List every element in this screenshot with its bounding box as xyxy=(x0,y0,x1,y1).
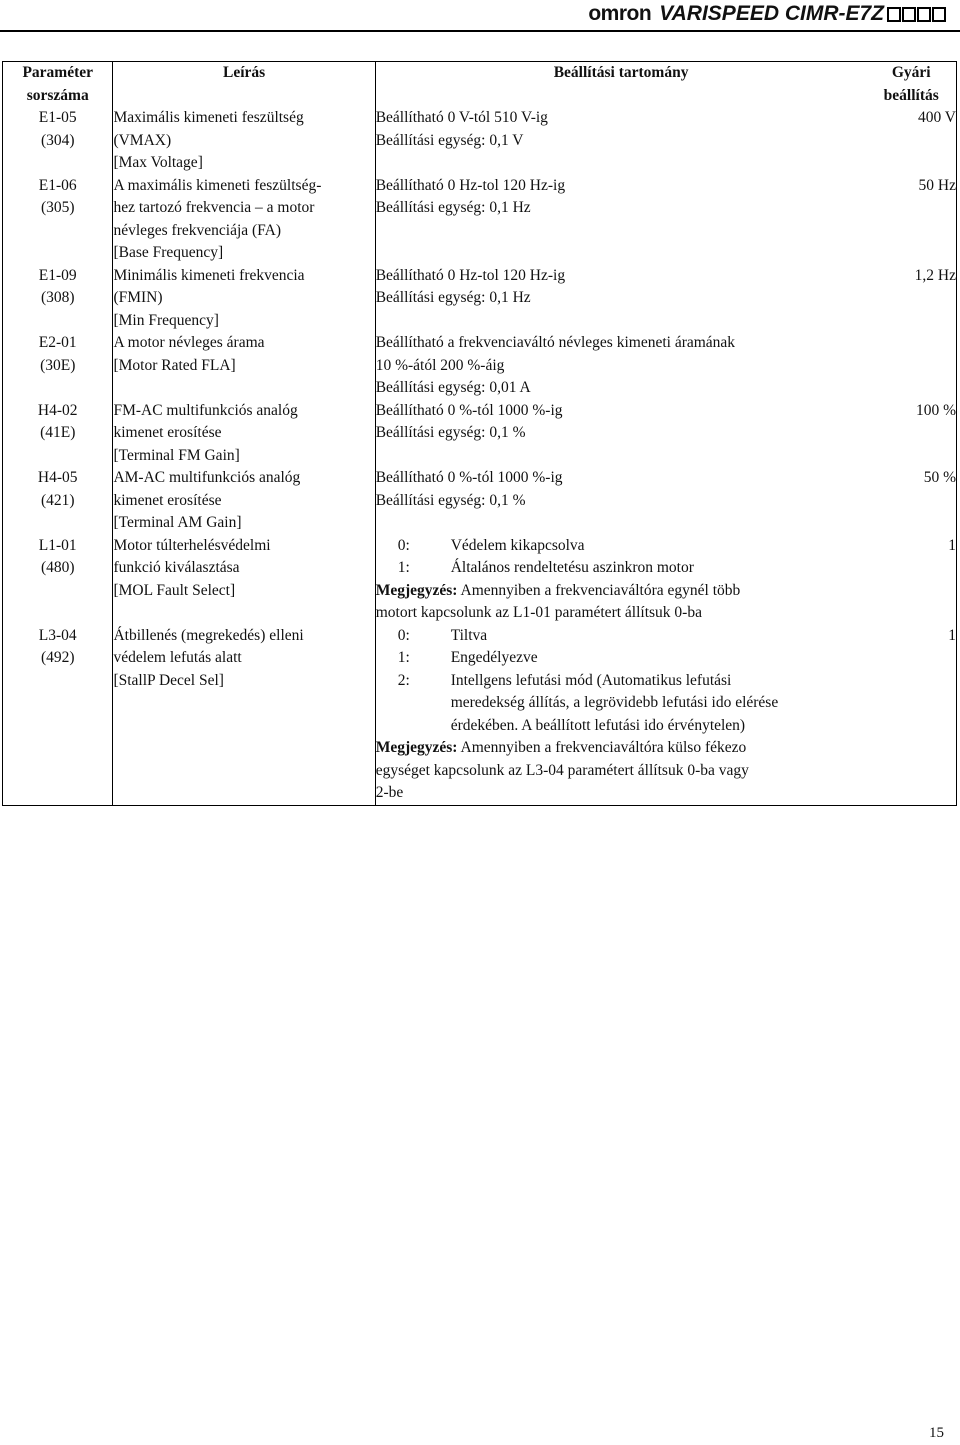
desc-line: [Base Frequency] xyxy=(113,244,224,261)
header-param-line: sorszáma xyxy=(26,86,89,104)
option-item xyxy=(376,670,867,738)
brand-lockup xyxy=(588,2,946,26)
default-cell: 1,2 Hz xyxy=(914,266,956,284)
desc-line: [Motor Rated FLA] xyxy=(113,356,236,374)
header-default-line: beállítás xyxy=(883,86,939,104)
header-default-line: Gyári xyxy=(891,64,931,81)
param-cell xyxy=(3,535,113,625)
range-line: Beállítható 0 V-tól 510 V-ig xyxy=(375,109,548,126)
parameter-table xyxy=(2,61,957,806)
param-id: L1-01 xyxy=(38,536,77,554)
option-key: 0: xyxy=(397,536,410,554)
placeholder-box xyxy=(902,7,916,22)
option-text xyxy=(451,670,867,738)
note-label: Megjegyzés: xyxy=(375,581,458,599)
param-code: (41E) xyxy=(40,424,76,441)
param-id: H4-05 xyxy=(37,469,78,486)
range-line: 10 %-ától 200 %-áig xyxy=(375,356,505,374)
desc-line: A motor névleges árama xyxy=(113,334,265,351)
range-cell xyxy=(375,265,866,333)
note-label: Megjegyzés: xyxy=(375,739,458,756)
desc-line: kimenet erosítése xyxy=(113,491,222,509)
header-param xyxy=(3,62,113,108)
desc-line: (FMIN) xyxy=(113,289,163,306)
option-text-line: Intellgens lefutási mód (Automatikus lefutási xyxy=(450,671,732,689)
table-row xyxy=(3,175,957,265)
placeholder-box xyxy=(932,7,946,22)
range-line: Beállítható a frekvenciaváltó névleges kimeneti áramának xyxy=(375,334,736,351)
note-line: egységet kapcsolunk az L3-04 paramétert állítsuk 0-ba vagy xyxy=(375,761,749,779)
option-key: 1: xyxy=(397,559,410,576)
option-item xyxy=(376,625,867,648)
range-cell xyxy=(375,107,866,175)
option-key: 1: xyxy=(397,649,410,666)
note-line: 2-be xyxy=(375,784,404,801)
param-id: E1-05 xyxy=(38,109,77,126)
range-line: Beállítási egység: 0,01 A xyxy=(375,379,531,396)
header-desc: Leírás xyxy=(113,62,375,108)
desc-line: [Terminal AM Gain] xyxy=(113,514,242,531)
desc-line: hez tartozó frekvencia – a motor xyxy=(113,199,315,216)
option-text-line: meredekség állítás, a legrövidebb lefutási ido elérése xyxy=(450,694,779,711)
desc-line: [MOL Fault Select] xyxy=(113,581,236,599)
desc-cell xyxy=(113,625,375,806)
desc-line: [StallP Decel Sel] xyxy=(113,671,224,689)
desc-line: névleges frekvenciája (FA) xyxy=(113,221,282,239)
desc-line: (VMAX) xyxy=(113,131,172,149)
option-key: 2: xyxy=(397,671,410,689)
range-cell xyxy=(375,467,866,535)
table-row xyxy=(3,265,957,333)
range-line: Beállítási egység: 0,1 Hz xyxy=(375,199,531,216)
param-code: (30E) xyxy=(40,356,76,374)
desc-cell xyxy=(113,332,375,400)
param-code: (308) xyxy=(40,289,75,306)
param-id: E1-09 xyxy=(38,266,77,284)
range-line: Beállítható 0 %-tól 1000 %-ig xyxy=(375,469,563,486)
option-text-line: Általános rendeltetésu aszinkron motor xyxy=(450,559,694,576)
range-cell xyxy=(375,332,866,400)
param-cell xyxy=(3,265,113,333)
placeholder-box xyxy=(917,7,931,22)
table-row xyxy=(3,535,957,625)
table-header-row xyxy=(3,62,957,108)
desc-line: A maximális kimeneti feszültség- xyxy=(113,176,322,194)
default-cell: 400 V xyxy=(917,109,956,126)
option-text-line: Védelem kikapcsolva xyxy=(450,536,585,554)
range-line: Beállítási egység: 0,1 % xyxy=(375,491,526,509)
table-row xyxy=(3,107,957,175)
omron-logo: omron xyxy=(588,2,652,25)
default-cell xyxy=(866,332,956,400)
param-code: (480) xyxy=(40,559,75,576)
option-text xyxy=(451,557,867,580)
option-text-line: Tiltva xyxy=(450,626,488,644)
desc-line: Maximális kimeneti feszültség xyxy=(113,109,304,126)
page-header xyxy=(0,0,960,32)
table-row xyxy=(3,467,957,535)
desc-line: kimenet erosítése xyxy=(113,424,222,441)
param-cell xyxy=(3,107,113,175)
option-key: 0: xyxy=(397,626,410,644)
option-text-line: érdekében. A beállított lefutási ido érvénytelen) xyxy=(450,716,746,734)
param-code: (421) xyxy=(40,491,75,509)
option-text xyxy=(451,647,867,670)
note-line: Amennyiben a frekvenciaváltóra egynél több xyxy=(460,581,741,599)
param-id: E1-06 xyxy=(38,176,77,194)
default-cell: 50 % xyxy=(923,469,956,486)
default-cell: 100 % xyxy=(915,401,956,419)
desc-line: [Max Voltage] xyxy=(113,154,203,171)
default-cell: 50 Hz xyxy=(918,176,956,194)
range-cell xyxy=(375,535,866,625)
param-id: L3-04 xyxy=(38,626,77,644)
option-item xyxy=(376,557,867,580)
param-cell xyxy=(3,332,113,400)
note-line: Amennyiben a frekvenciaváltóra külso fékezo xyxy=(460,739,747,756)
option-text xyxy=(451,625,867,648)
desc-line: AM-AC multifunkciós analóg xyxy=(113,469,301,486)
desc-line: [Min Frequency] xyxy=(113,311,219,329)
desc-line: Minimális kimeneti frekvencia xyxy=(113,266,305,284)
param-code: (304) xyxy=(40,131,75,149)
model-placeholder-boxes xyxy=(887,7,946,22)
option-text-line: Engedélyezve xyxy=(450,649,538,666)
placeholder-box xyxy=(887,7,901,22)
desc-line: FM-AC multifunkciós analóg xyxy=(113,401,298,419)
range-line: Beállítható 0 %-tól 1000 %-ig xyxy=(375,401,563,419)
range-line: Beállítási egység: 0,1 % xyxy=(375,424,526,441)
option-text xyxy=(451,535,867,558)
desc-line: funkció kiválasztása xyxy=(113,559,240,576)
note-line: motort kapcsolunk az L1-01 paramétert állítsuk 0-ba xyxy=(375,604,702,621)
product-name: VARISPEED CIMR-E7Z xyxy=(659,2,884,25)
param-code: (305) xyxy=(40,199,75,216)
note xyxy=(376,737,867,760)
header-default xyxy=(866,62,956,108)
param-id: E2-01 xyxy=(38,334,77,351)
range-cell xyxy=(375,400,866,468)
desc-line: Átbillenés (megrekedés) elleni xyxy=(113,626,304,644)
range-line: Beállítható 0 Hz-tol 120 Hz-ig xyxy=(375,176,566,194)
desc-cell xyxy=(113,535,375,625)
header-param-line: Paraméter xyxy=(22,64,93,81)
option-item xyxy=(376,535,867,558)
desc-line: Motor túlterhelésvédelmi xyxy=(113,536,271,554)
param-cell xyxy=(3,625,113,806)
note xyxy=(376,580,867,603)
default-cell: 1 xyxy=(948,536,956,554)
param-id: H4-02 xyxy=(37,401,78,419)
option-item xyxy=(376,647,867,670)
desc-line: [Terminal FM Gain] xyxy=(113,446,240,464)
table-row xyxy=(3,625,957,806)
param-cell xyxy=(3,400,113,468)
desc-cell xyxy=(113,400,375,468)
range-line: Beállítási egység: 0,1 Hz xyxy=(375,289,531,306)
range-line: Beállítási egység: 0,1 V xyxy=(375,131,524,149)
range-cell xyxy=(375,175,866,265)
desc-cell xyxy=(113,175,375,265)
table-row xyxy=(3,400,957,468)
range-cell xyxy=(375,625,866,806)
header-range: Beállítási tartomány xyxy=(553,64,689,81)
param-cell xyxy=(3,467,113,535)
param-code: (492) xyxy=(40,649,75,666)
desc-cell xyxy=(113,467,375,535)
range-line: Beállítható 0 Hz-tol 120 Hz-ig xyxy=(375,266,566,284)
table-row xyxy=(3,332,957,400)
desc-cell xyxy=(113,265,375,333)
default-cell: 1 xyxy=(948,626,956,644)
page-number: 15 xyxy=(929,1425,944,1441)
desc-line: védelem lefutás alatt xyxy=(113,649,242,666)
desc-cell xyxy=(113,107,375,175)
param-cell xyxy=(3,175,113,265)
